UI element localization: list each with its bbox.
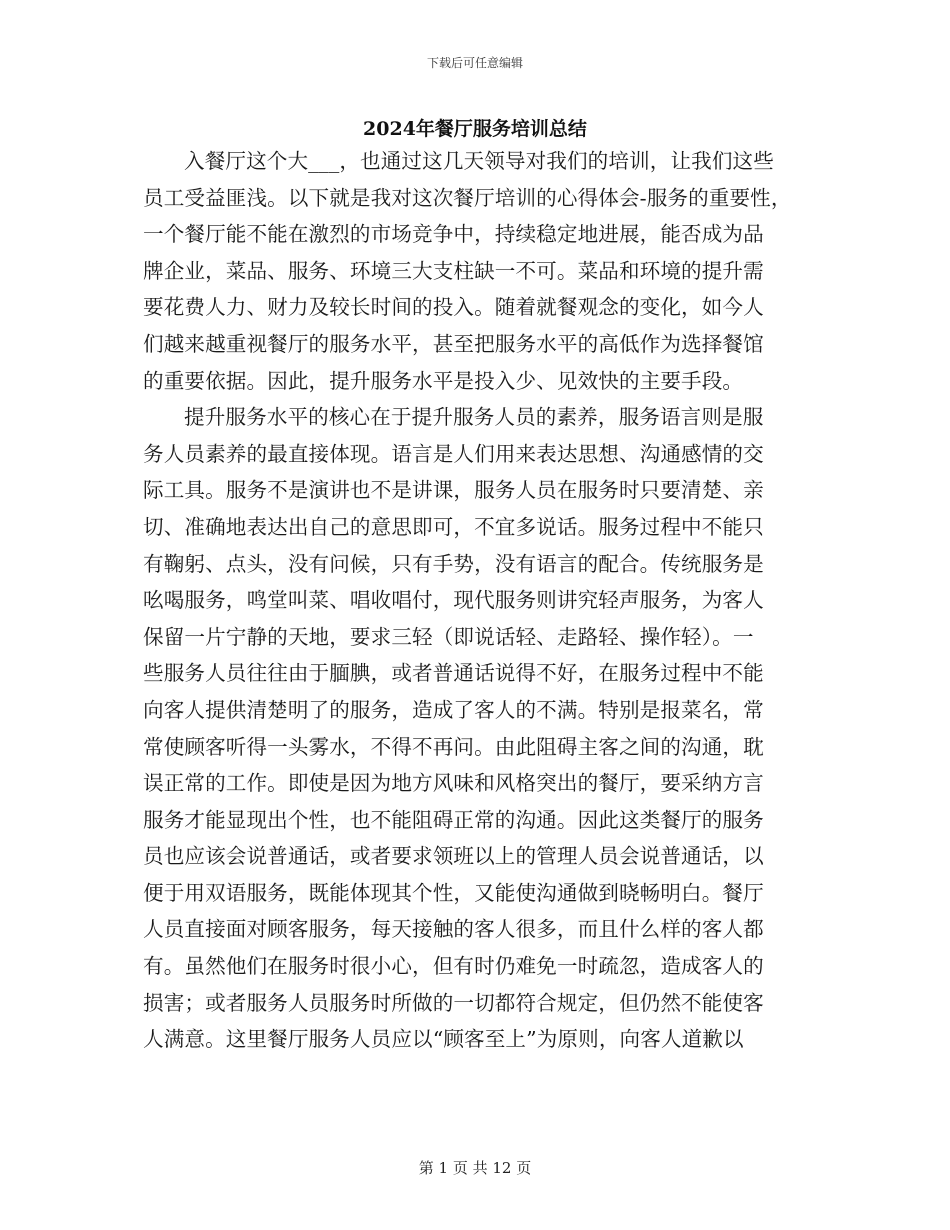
- text-line: 一个餐厅能不能在激烈的市场竞争中，持续稳定地进展，能否成为品: [143, 222, 764, 247]
- text-line: 务人员素养的最直接体现。语言是人们用来表达思想、沟通感情的交: [143, 441, 764, 466]
- page-number: 第 1 页 共 12 页: [418, 1159, 532, 1177]
- text-line: 提升服务水平的核心在于提升服务人员的素养，服务语言则是服: [184, 405, 764, 430]
- text-line: 牌企业，菜品、服务、环境三大支柱缺一不可。菜品和环境的提升需: [143, 258, 764, 283]
- text-line: 际工具。服务不是演讲也不是讲课，服务人员在服务时只要清楚、亲: [143, 478, 764, 503]
- text-line: 要花费人力、财力及较长时间的投入。随着就餐观念的变化，如今人: [143, 295, 764, 320]
- text-line: 服务才能显现出个性，也不能阻碍正常的沟通。因此这类餐厅的服务: [143, 807, 764, 832]
- text-line: 保留一片宁静的天地，要求三轻（即说话轻、走路轻、操作轻）。一: [143, 624, 754, 649]
- text-line: 入餐厅这个大___，也通过这几天领导对我们的培训，让我们这些: [184, 149, 774, 173]
- text-line: 便于用双语服务，既能体现其个性，又能使沟通做到晓畅明白。餐厅: [143, 880, 764, 905]
- paragraph: [143, 399, 808, 1058]
- text-line: 的重要依据。因此，提升服务水平是投入少、见效快的主要手段。: [143, 368, 744, 393]
- text-line: 人满意。这里餐厅服务人员应以“顾客至上”为原则，向客人道歉以: [143, 1027, 744, 1052]
- document-body: [143, 143, 808, 1058]
- text-line: 些服务人员往往由于腼腆，或者普通话说得不好，在服务过程中不能: [143, 661, 764, 686]
- text-line: 们越来越重视餐厅的服务水平，甚至把服务水平的高低作为选择餐馆: [143, 331, 764, 356]
- text-line: 吆喝服务，鸣堂叫菜、唱收唱付，现代服务则讲究轻声服务，为客人: [143, 588, 764, 613]
- text-line: 损害；或者服务人员服务时所做的一切都符合规定，但仍然不能使客: [143, 990, 764, 1015]
- text-line: 常使顾客听得一头雾水，不得不再问。由此阻碍主客之间的沟通，耽: [143, 734, 764, 759]
- text-line: 向客人提供清楚明了的服务，造成了客人的不满。特别是报菜名，常: [143, 697, 764, 722]
- text-line: 人员直接面对顾客服务，每天接触的客人很多，而且什么样的客人都: [143, 917, 764, 942]
- text-line: 员工受益匪浅。以下就是我对这次餐厅培训的心得体会-服务的重要性，: [143, 185, 792, 210]
- page-header-note: 下载后可任意编辑: [426, 56, 523, 70]
- text-line: 切、准确地表达出自己的意思即可，不宜多说话。服务过程中不能只: [143, 514, 764, 539]
- text-line: 误正常的工作。即使是因为地方风味和风格突出的餐厅，要采纳方言: [143, 771, 764, 796]
- text-line: 有鞠躬、点头，没有问候，只有手势，没有语言的配合。传统服务是: [143, 551, 764, 576]
- text-line: 有。虽然他们在服务时很小心，但有时仍难免一时疏忽，造成客人的: [143, 954, 764, 979]
- text-line: 员也应该会说普通话，或者要求领班以上的管理人员会说普通话，以: [143, 844, 764, 869]
- paragraph: [143, 143, 808, 399]
- document-title: 2024年餐厅服务培训总结: [363, 118, 587, 140]
